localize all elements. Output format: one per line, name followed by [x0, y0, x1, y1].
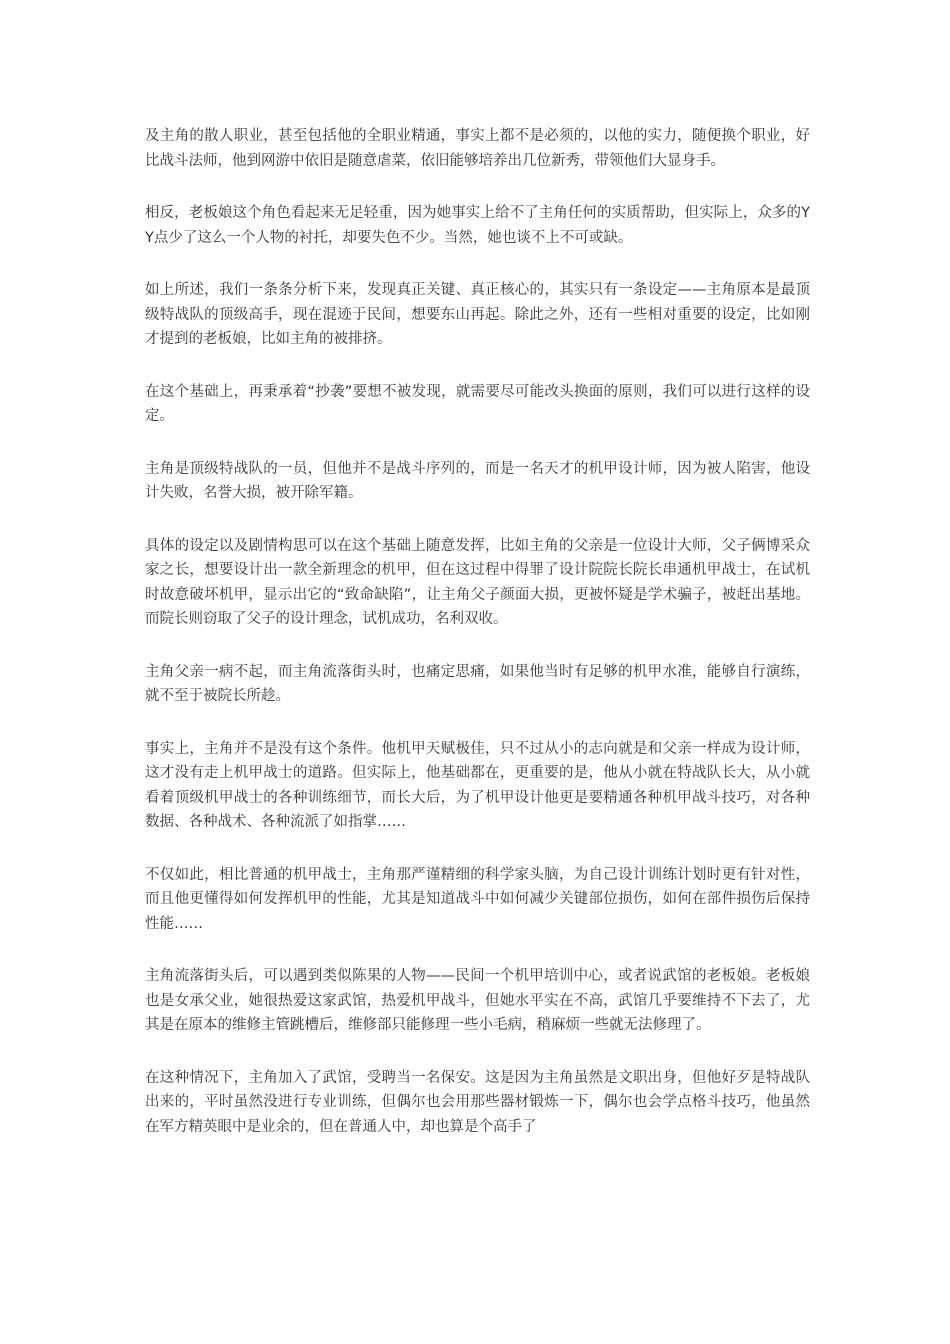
paragraph-7: 主角父亲一病不起，而主角流落街头时，也痛定思痛，如果他当时有足够的机甲水准，能够自行演练，就不至于被院长所趁。: [145, 663, 810, 704]
paragraph-11: 在这种情况下，主角加入了武馆，受聘当一名保安。这是因为主角虽然是文职出身，但他好歹是特战队出来的，平时虽然没进行专业训练，但偶尔也会用那些器材锻炼一下，偶尔也会学点格斗技巧，他虽然在军方精英眼中是业余的，但在普通人中，却也算是个高手了: [145, 1069, 810, 1135]
document-body: [145, 124, 810, 1167]
paragraph-6: 具体的设定以及剧情构思可以在这个基础上随意发挥，比如主角的父亲是一位设计大师，父子俩博采众家之长，想要设计出一款全新理念的机甲，但在这过程中得罪了设计院院长院长串通机甲战士，在试机时故意破坏机甲，显示出它的“致命缺陷”，让主角父子颜面大损，更被怀疑是学术骗子，被赶出基地。而院长则窃取了父子的设计理念，试机成功，名利双收。: [145, 537, 810, 627]
paragraph-4: 在这个基础上，再秉承着“抄袭”要想不被发现，就需要尽可能改头换面的原则，我们可以进行这样的设定。: [145, 383, 810, 424]
paragraph-5: 主角是顶级特战队的一员，但他并不是战斗序列的，而是一名天才的机甲设计师，因为被人陷害，他设计失败，名誉大损，被开除军籍。: [145, 460, 810, 501]
paragraph-9: 不仅如此，相比普通的机甲战士，主角那严谨精细的科学家头脑，为自己设计训练计划时更有针对性，而且他更懂得如何发挥机甲的性能，尤其是知道战斗中如何减少关键部位损伤，如何在部件损伤后保持性能……: [145, 866, 810, 932]
paragraph-2: 相反，老板娘这个角色看起来无足轻重，因为她事实上给不了主角任何的实质帮助，但实际上，众多的YY点少了这么一个人物的衬托，却要失色不少。当然，她也谈不上不可或缺。: [145, 205, 810, 246]
paragraph-1: 及主角的散人职业，甚至包括他的全职业精通，事实上都不是必须的，以他的实力，随便换个职业，好比战斗法师，他到网游中依旧是随意虐菜，依旧能够培养出几位新秀，带领他们大显身手。: [145, 128, 810, 169]
paragraph-10: 主角流落街头后，可以遇到类似陈果的人物——民间一个机甲培训中心，或者说武馆的老板娘。老板娘也是女承父业，她很热爱这家武馆，热爱机甲战斗，但她水平实在不高，武馆几乎要维持不下去了，尤其是在原本的维修主管跳槽后，维修部只能修理一些小毛病，稍麻烦一些就无法修理了。: [145, 968, 810, 1033]
paragraph-3: 如上所述，我们一条条分析下来，发现真正关键、真正核心的，其实只有一条设定——主角原本是最顶级特战队的顶级高手，现在混迹于民间，想要东山再起。除此之外，还有一些相对重要的设定，比如刚才提到的老板娘，比如主角的被排挤。: [145, 282, 810, 347]
paragraph-8: 事实上，主角并不是没有这个条件。他机甲天赋极佳，只不过从小的志向就是和父亲一样成为设计师，这才没有走上机甲战士的道路。但实际上，他基础都在，更重要的是，他从小就在特战队长大，从小就看着顶级机甲战士的各种训练细节，而长大后，为了机甲设计他更是要精通各种机甲战斗技巧，对各种数据、各种战术、各种流派了如指掌……: [145, 740, 810, 830]
